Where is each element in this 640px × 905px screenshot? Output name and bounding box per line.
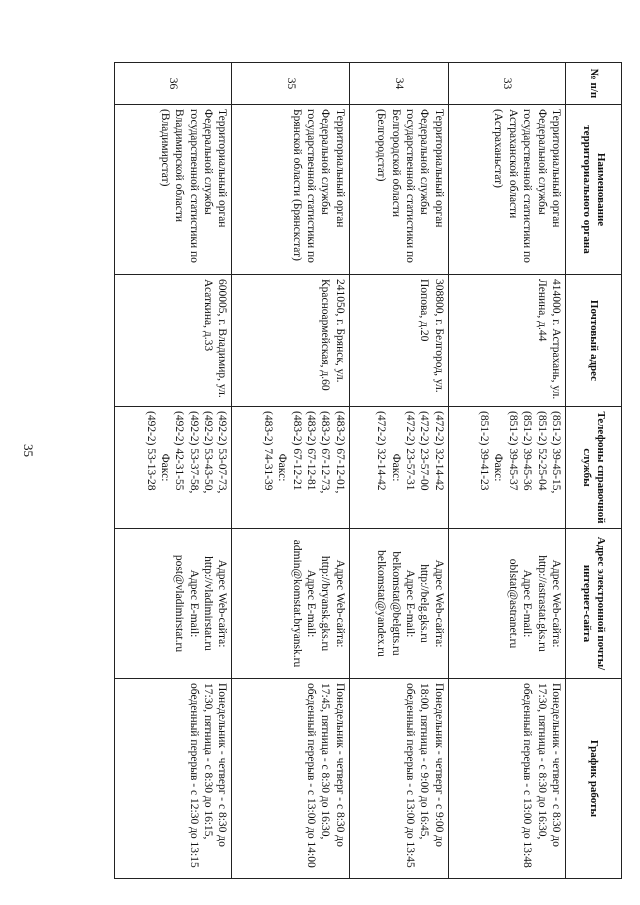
email-link[interactable]: belkomstat@belgtts.ru xyxy=(389,551,402,656)
phone-line: (483-2) 67-12-21 xyxy=(290,411,303,491)
email-link[interactable]: post@vladimirstat.ru xyxy=(173,554,186,653)
website-label: Адрес Web-сайта: xyxy=(333,559,346,648)
phone-line: (492-2) 53-07-73, xyxy=(216,411,229,494)
page-number: 35 xyxy=(21,444,36,457)
phone-line: (851-2) 39-45-15, xyxy=(550,411,562,494)
phone-line: (472-2) 32-14-42 xyxy=(432,411,445,491)
phone-line: (472-2) 23-57-00 xyxy=(418,411,431,491)
phone-line: (483-2) 67-12-01, xyxy=(333,411,346,494)
work-schedule: Понедельник - четверг - с 8:30 до 17:30, пятница - с 8:30 до 16:15, обеденный перерыв - с 12:30 до 13:15 xyxy=(115,679,232,879)
phone-line: (472-2) 23-57-31 xyxy=(403,411,416,491)
postal-address: 241050, г. Брянск, ул. Красноармейская, д.60 xyxy=(232,275,349,407)
header-name: Наименование территориального органа xyxy=(566,105,622,275)
email-label: Адрес E-mail: xyxy=(305,569,318,638)
phone-line: (492-2) 53-37-58, xyxy=(187,411,200,494)
email-label: Адрес E-mail: xyxy=(403,569,416,638)
fax-number: (483-2) 74-31-39 xyxy=(261,411,274,491)
website-label: Адрес Web-сайта: xyxy=(550,559,562,648)
website-label: Адрес Web-сайта: xyxy=(216,559,229,648)
office-name: Территориальный орган Федеральной службы государственной статистики по Брянской области (Брянскстат) xyxy=(232,105,349,275)
header-address: Почтовый адрес xyxy=(566,275,622,407)
phone-line: (851-2) 52-25-04 xyxy=(535,411,548,491)
fax-number: (492-2) 53-13-28 xyxy=(144,411,157,491)
website-link[interactable]: http://belg.gks.ru xyxy=(418,564,431,643)
table-row xyxy=(232,63,349,879)
row-number: 34 xyxy=(349,63,448,105)
fax-label: Факс: xyxy=(389,453,402,482)
office-name: Территориальный орган Федеральной службы государственной статистики по Астраханской области (Астраханьстат) xyxy=(448,105,565,275)
table-row xyxy=(349,63,448,879)
website-link[interactable]: http://vladimirstat.ru xyxy=(202,556,215,651)
header-email: Адрес электронной почты/ интернет-сайта xyxy=(566,529,622,679)
email-cell xyxy=(115,529,232,679)
postal-address: 600005, г. Владимир, ул. Асаткина, д.33 xyxy=(115,275,232,407)
email-link[interactable]: oblstat@astranet.ru xyxy=(506,558,519,649)
phones-cell xyxy=(232,407,349,529)
website-link[interactable]: http://bryansk.gks.ru xyxy=(319,555,332,652)
phone-line: (483-2) 67-12-73, xyxy=(319,411,332,494)
phones-cell xyxy=(115,407,232,529)
work-schedule: Понедельник - четверг - с 9:00 до 18:00, пятница - с 9:00 до 16:45, обеденный перерыв - с 13:00 до 13:45 xyxy=(349,679,448,879)
website-link[interactable]: http://astrastat.gks.ru xyxy=(535,555,548,652)
email-label: Адрес E-mail: xyxy=(187,569,200,638)
office-name: Территориальный орган Федеральной службы государственной статистики по Владимирской области (Владимирстат) xyxy=(115,105,232,275)
table-row xyxy=(115,63,232,879)
email-cell xyxy=(349,529,448,679)
phone-line: (851-2) 39-45-37 xyxy=(506,411,519,491)
fax-label: Факс: xyxy=(276,453,289,482)
table-header-row xyxy=(566,63,622,879)
postal-address: 308800, г. Белгород, ул. Попова, д.20 xyxy=(349,275,448,407)
phone-line: (851-2) 39-45-36 xyxy=(521,411,534,491)
work-schedule: Понедельник - четверг - с 8:30 до 17:45, пятница - с 8:30 до 16:30, обеденный перерыв - с 13:00 до 14:00 xyxy=(232,679,349,879)
phones-cell xyxy=(349,407,448,529)
office-name: Территориальный орган Федеральной службы государственной статистики по Белгородской области (Белгородстат) xyxy=(349,105,448,275)
table-row xyxy=(448,63,565,879)
header-phones: Телефоны справочной службы xyxy=(566,407,622,529)
rotated-table-container xyxy=(114,62,622,878)
email-label: Адрес E-mail: xyxy=(521,569,534,638)
header-schedule: График работы xyxy=(566,679,622,879)
email-cell xyxy=(232,529,349,679)
website-label: Адрес Web-сайта: xyxy=(432,559,445,648)
row-number: 35 xyxy=(232,63,349,105)
postal-address: 414000, г. Астрахань, ул. Ленина, д.44 xyxy=(448,275,565,407)
phone-line: (492-2) 42-31-55 xyxy=(173,411,186,491)
work-schedule: Понедельник - четверг - с 8:30 до 17:30, пятница - с 8:30 до 16:30, обеденный перерыв - с 13:00 до 13:48 xyxy=(448,679,565,879)
fax-number: (851-2) 39-41-23 xyxy=(478,411,491,491)
fax-number: (472-2) 32-14-42 xyxy=(375,411,388,491)
fax-label: Факс: xyxy=(158,453,171,482)
email-link[interactable]: belkomstat@yandex.ru xyxy=(375,550,388,657)
email-cell xyxy=(448,529,565,679)
phone-line: (492-2) 53-43-50, xyxy=(202,411,215,494)
phone-line: (483-2) 67-12-81 xyxy=(305,411,318,491)
header-num: № п/п xyxy=(566,63,622,105)
fax-label: Факс: xyxy=(492,453,505,482)
row-number: 36 xyxy=(115,63,232,105)
offices-table xyxy=(114,62,622,879)
row-number: 33 xyxy=(448,63,565,105)
phones-cell xyxy=(448,407,565,529)
email-link[interactable]: admin@komstat.bryansk.ru xyxy=(290,539,303,668)
